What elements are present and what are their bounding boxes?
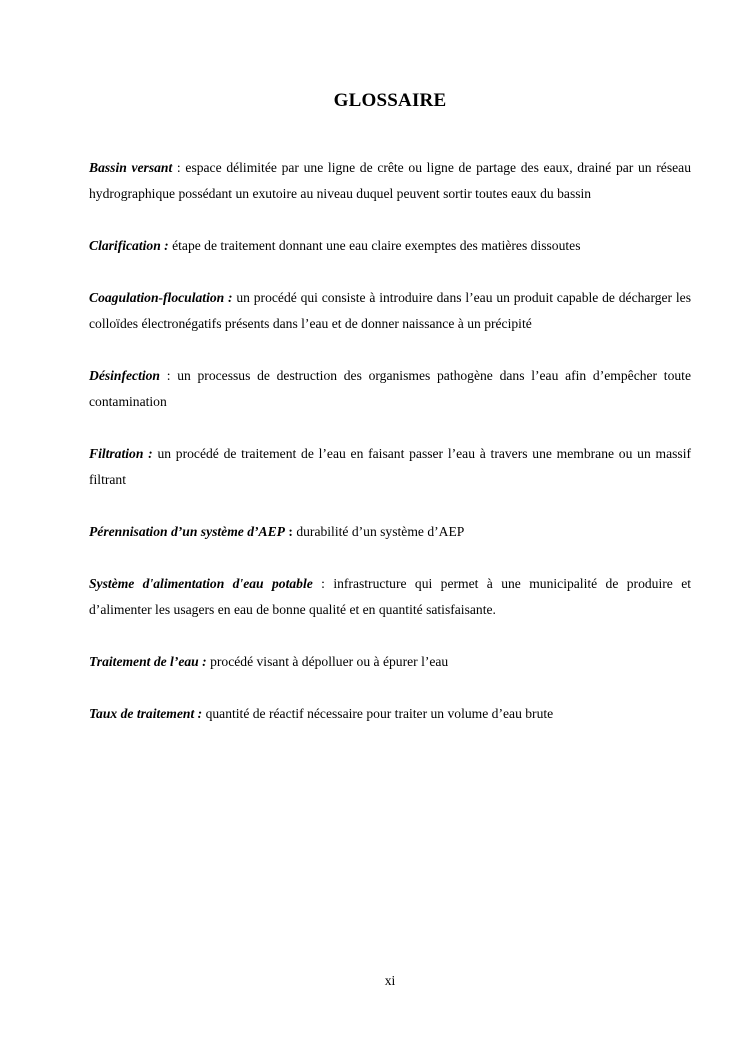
page-title: GLOSSAIRE [333, 90, 447, 111]
glossary-term: Bassin versant [89, 160, 173, 175]
glossary-term: Système d'alimentation d'eau potable [89, 576, 313, 591]
glossary-definition: un procédé de traitement de l’eau en faisant passer l’eau à travers une membrane ou un massif filtrant [89, 446, 691, 487]
glossary-entry [89, 649, 691, 675]
glossary-list [89, 155, 691, 753]
glossary-entry [89, 233, 691, 259]
glossary-separator: : [172, 160, 186, 175]
glossary-separator: : [312, 576, 334, 591]
glossary-definition: procédé visant à dépolluer ou à épurer l’eau [210, 654, 449, 669]
glossary-entry [89, 701, 691, 727]
glossary-definition: un procédé qui consiste à introduire dans l’eau un produit capable de décharger les colloïdes électronégatifs présents dans l’eau et de donner naissance à un précipité [89, 290, 691, 331]
glossary-definition: quantité de réactif nécessaire pour traiter un volume d’eau brute [205, 706, 554, 721]
page-number: xi [384, 973, 396, 988]
glossary-entry [89, 441, 691, 493]
glossary-term: Coagulation-floculation : [89, 290, 233, 305]
glossary-definition: durabilité d’un système d’AEP [296, 524, 465, 539]
glossary-term: Filtration : [89, 446, 153, 461]
glossary-definition: espace délimitée par une ligne de crête ou ligne de partage des eaux, drainé par un réseau hydrographique possédant un exutoire au niveau duquel peuvent sortir toutes eaux du bassin [89, 160, 691, 201]
glossary-term: Pérennisation d’un système d’AEP [89, 524, 285, 539]
glossary-entry [89, 285, 691, 337]
glossary-separator: : [285, 524, 297, 539]
glossary-definition: infrastructure qui permet à une municipalité de produire et d’alimenter les usagers en eau de bonne qualité et en quantité satisfaisante. [89, 576, 691, 617]
glossary-term: Désinfection [89, 368, 160, 383]
glossary-term: Traitement de l’eau : [89, 654, 207, 669]
glossary-definition: étape de traitement donnant une eau claire exemptes des matières dissoutes [172, 238, 581, 253]
glossary-term: Clarification : [89, 238, 169, 253]
glossary-term: Taux de traitement : [89, 706, 203, 721]
glossary-entry [89, 519, 691, 545]
glossary-entry [89, 363, 691, 415]
glossary-separator: : [159, 368, 178, 383]
glossary-entry [89, 571, 691, 623]
glossary-definition: un processus de destruction des organismes pathogène dans l’eau afin d’empêcher toute contamination [89, 368, 691, 409]
glossary-entry [89, 155, 691, 207]
